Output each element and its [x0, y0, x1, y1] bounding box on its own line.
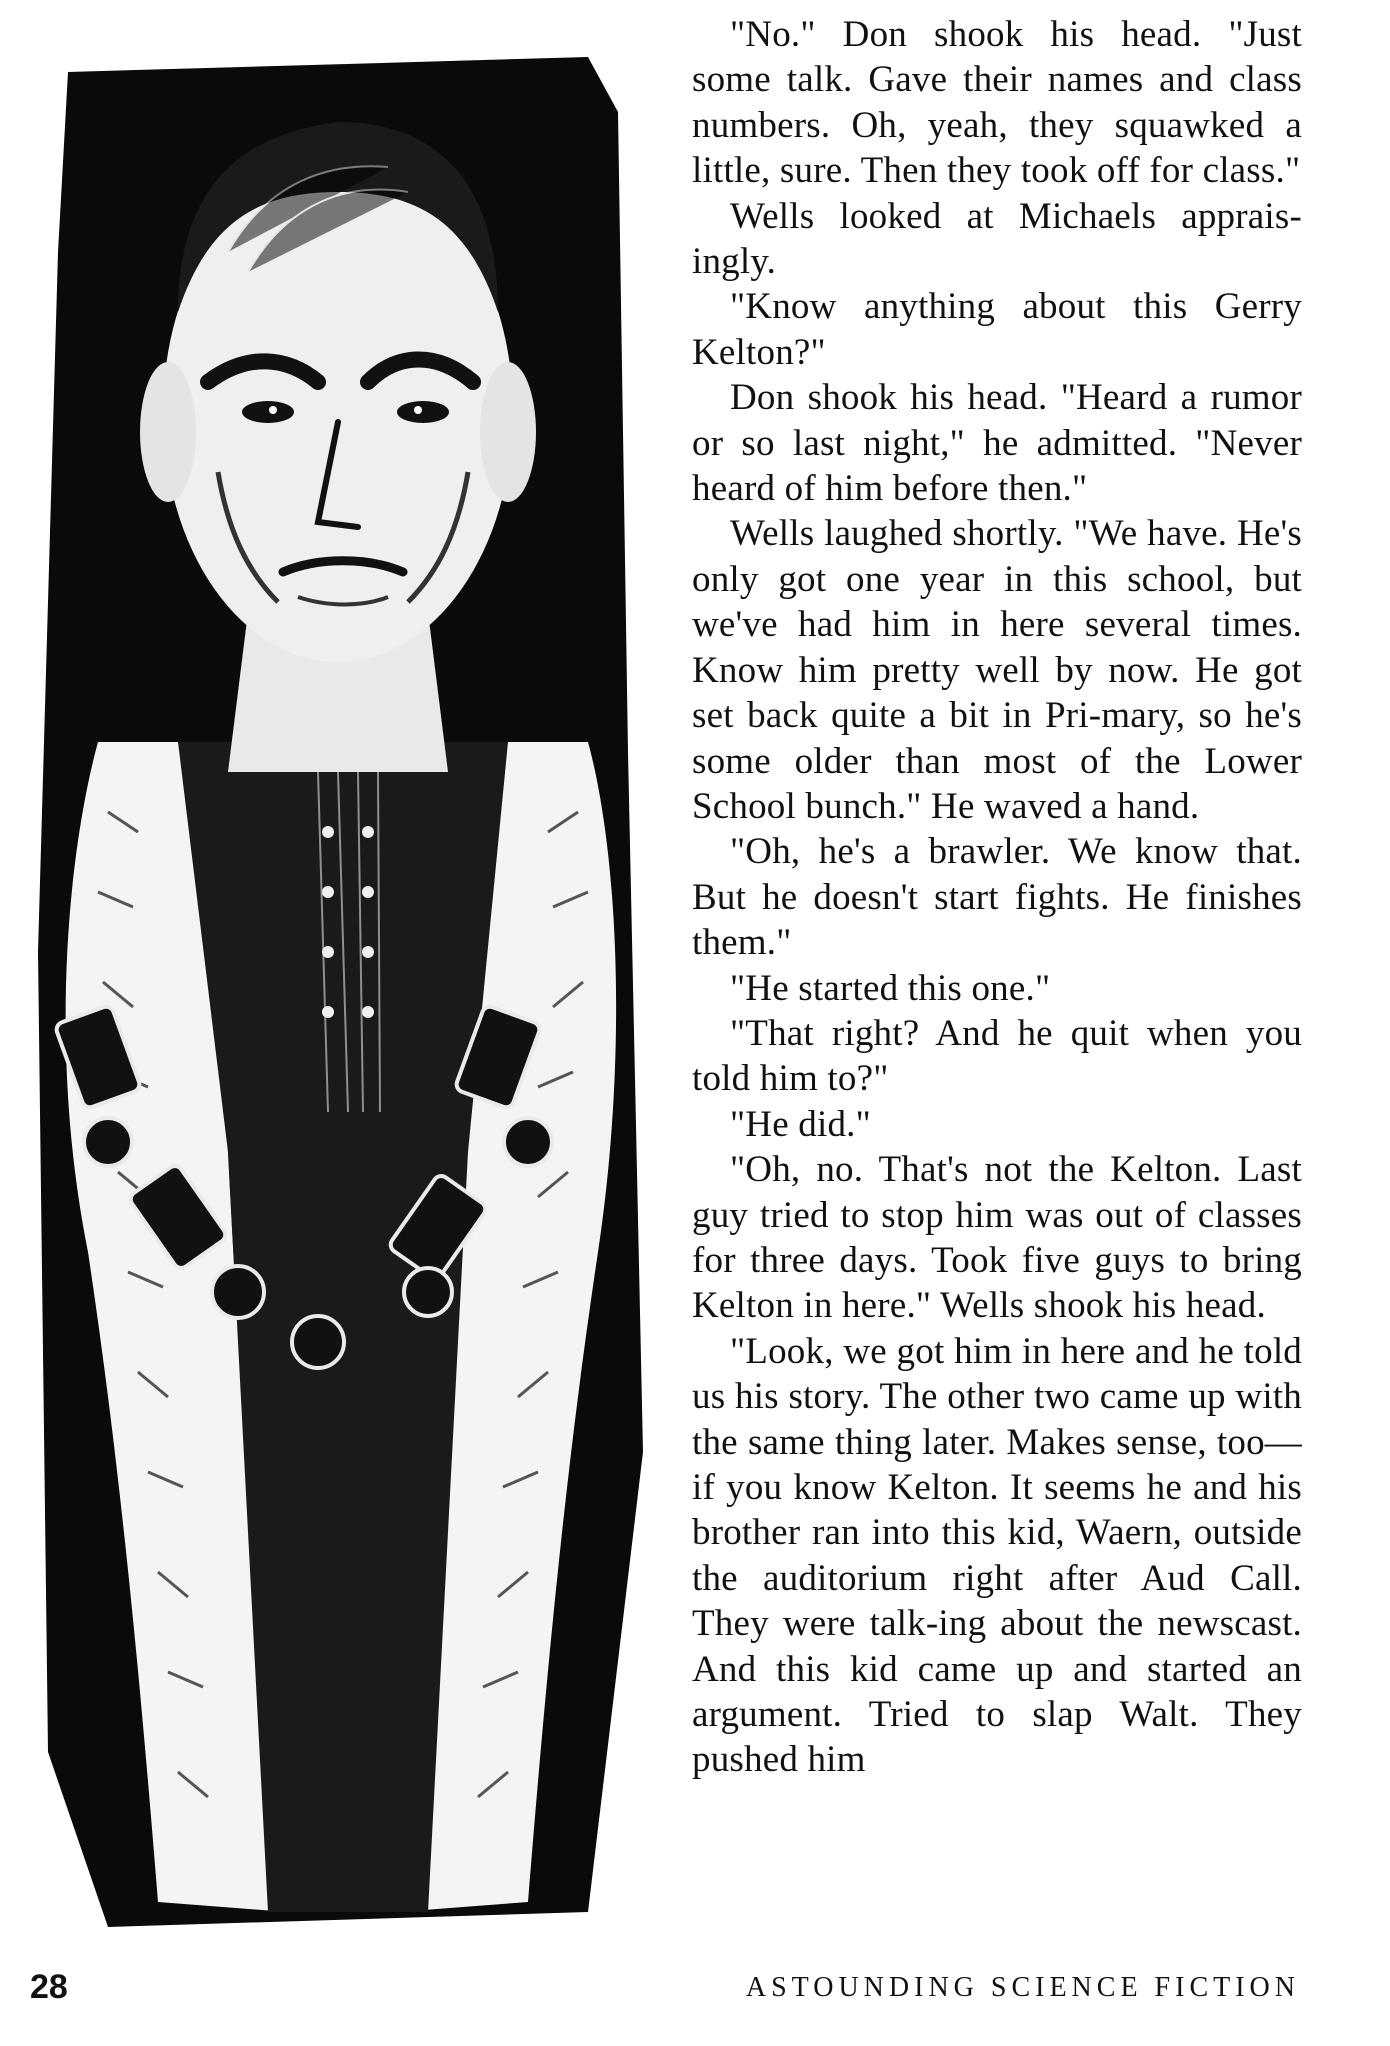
page-number: 28: [30, 1968, 68, 2006]
paragraph: Wells laughed shortly. "We have. He's only got one year in this school, but we've had him in here several times. Know him pretty well by now. He got set back quite a bit in Pri-mary, so he's some older than most of the Lower School bunch." He waved a hand.: [692, 513, 1302, 827]
paragraph: "That right? And he quit when you told him to?": [692, 1012, 1302, 1100]
portrait-illustration: [28, 52, 648, 1932]
article-text-column: [692, 12, 1302, 1783]
paragraph: Don shook his head. "Heard a rumor or so last night," he admitted. "Never heard of him before then.": [692, 377, 1302, 510]
paragraph: "Look, we got him in here and he told us his story. The other two came up with the same thing later. Makes sense, too—if you know Kelton. It seems he and his brother ran into this kid, Waern, outside the auditorium right after Aud Call. They were talk-ing about the newscast. And this kid came up and started an argument. Tried to slap Walt. They pushed him: [692, 1330, 1302, 1781]
paragraph: "Know anything about this Gerry Kelton?": [692, 286, 1302, 373]
running-footer: ASTOUNDING SCIENCE FICTION: [745, 1972, 1300, 2003]
paragraph: "He did.": [730, 1103, 871, 1145]
paragraph: "He started this one.": [730, 967, 1051, 1009]
paragraph: "No." Don shook his head. "Just some talk. Gave their names and class numbers. Oh, yeah, they squawked a little, sure. Then they took off for class.": [692, 14, 1302, 192]
paragraph: Wells looked at Michaels apprais-ingly.: [692, 195, 1302, 283]
paragraph: "Oh, he's a brawler. We know that. But he doesn't start fights. He finishes them.": [692, 831, 1302, 964]
paragraph: "Oh, no. That's not the Kelton. Last guy tried to stop him was out of classes for three days. Took five guys to bring Kelton in here." Wells shook his head.: [692, 1149, 1302, 1327]
